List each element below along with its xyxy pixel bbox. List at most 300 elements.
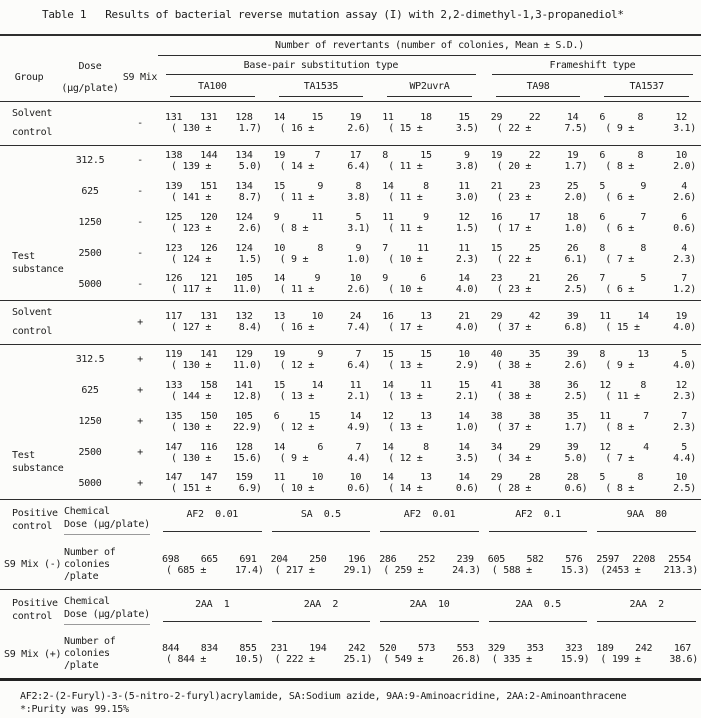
mean-value: ( 15 ± <box>388 123 423 134</box>
stat-cell <box>267 631 376 679</box>
label-line: Dose (μg/plate) <box>64 609 150 621</box>
replicate-values <box>592 380 701 391</box>
sd-value: 29.1) <box>343 564 373 576</box>
replicate-values <box>158 349 267 360</box>
stat-cell <box>592 145 701 176</box>
replicate-value: 855 <box>239 643 257 655</box>
sd-value: 5.0) <box>238 160 262 172</box>
dose-cell: 5000 <box>78 278 102 290</box>
replicate-value: 196 <box>348 553 366 565</box>
replicate-values <box>484 212 593 223</box>
replicate-value: 132 <box>235 311 253 322</box>
replicate-value: 15 <box>308 410 321 422</box>
mean-value: (2453 ± <box>600 564 641 576</box>
replicate-value: 286 <box>379 553 397 565</box>
replicate-value: 4 <box>643 441 649 453</box>
replicate-value: 7 <box>355 441 362 453</box>
sd-value: 1.0) <box>347 253 371 265</box>
footnotes <box>0 681 701 716</box>
label-line: colonies <box>64 558 110 570</box>
replicate-value: 19 <box>273 348 286 360</box>
stat-cell <box>592 238 701 269</box>
dose-unit-header: (μg/plate) <box>61 83 119 95</box>
chemical-dose-value: AF2 0.01 <box>186 508 239 520</box>
replicate-value: 9 <box>640 180 647 192</box>
sd-value: 2.1) <box>455 390 479 402</box>
mean-value: ( 34 ± <box>496 452 532 464</box>
replicate-value: 553 <box>456 643 474 655</box>
replicate-value: 10 <box>311 311 324 322</box>
replicate-values <box>484 112 593 123</box>
replicate-value: 15 <box>458 379 470 391</box>
chemical-dose-value: 2AA 2 <box>303 598 339 610</box>
mean-value: ( 37 ± <box>496 421 532 433</box>
group-cell <box>0 499 58 541</box>
replicate-value: 11 <box>349 379 362 391</box>
replicate-values <box>267 472 376 483</box>
replicate-value: 39 <box>566 441 579 453</box>
mean-sd <box>375 322 484 333</box>
table-row <box>0 375 701 406</box>
replicate-value: 665 <box>200 553 218 565</box>
stat-cell <box>592 437 701 468</box>
stat-cell <box>592 344 701 375</box>
replicate-value: 120 <box>200 211 218 223</box>
group-label-line: control <box>12 611 53 623</box>
stat-cell <box>484 437 593 468</box>
replicate-value: 9 <box>317 348 324 360</box>
stat-cell <box>267 238 376 269</box>
mean-sd <box>267 453 376 464</box>
sd-value: 213.3) <box>663 564 698 576</box>
group-label-line: control <box>12 127 53 138</box>
replicate-values <box>267 212 376 223</box>
mean-value: ( 9 ± <box>605 123 634 134</box>
replicate-value: 7 <box>314 149 321 161</box>
stat-cell <box>484 269 593 300</box>
replicate-value: 8 <box>640 242 647 254</box>
mean-sd <box>158 161 267 172</box>
replicate-value: 12 <box>599 379 611 391</box>
mean-value: ( 6 ± <box>605 222 634 234</box>
replicate-value: 123 <box>165 242 183 254</box>
mean-value: ( 588 ± <box>491 564 532 576</box>
replicate-value: 844 <box>162 643 180 655</box>
replicate-value: 15 <box>490 242 503 254</box>
replicate-value: 28 <box>566 472 579 484</box>
mean-sd <box>158 254 267 265</box>
replicate-values <box>267 181 376 192</box>
mean-value: ( 14 ± <box>279 160 314 172</box>
stat-cell <box>375 406 484 437</box>
sd-value: 11.0) <box>232 284 262 296</box>
replicate-value: 117 <box>165 311 183 322</box>
replicate-value: 9 <box>273 211 280 223</box>
mean-sd <box>158 284 267 295</box>
replicate-value: 105 <box>235 273 253 285</box>
mean-sd <box>267 284 376 295</box>
stat-cell <box>267 101 376 145</box>
replicate-value: 15 <box>382 348 394 360</box>
replicate-values <box>484 380 593 391</box>
replicate-value: 40 <box>490 348 503 360</box>
stat-cell <box>484 238 593 269</box>
stat-cell <box>158 631 267 679</box>
group-cell <box>0 145 64 300</box>
replicate-values <box>484 273 593 284</box>
mean-sd <box>375 565 484 576</box>
stat-cell <box>484 300 593 344</box>
strain-header-ta1537: TA1537 <box>592 77 701 101</box>
replicate-value: 28 <box>528 472 541 484</box>
replicate-value: 131 <box>165 112 183 123</box>
replicate-value: 15 <box>420 149 432 161</box>
replicate-value: 35 <box>566 410 579 422</box>
mean-value: ( 130 ± <box>171 123 212 134</box>
replicate-value: 9 <box>314 273 321 285</box>
mean-sd <box>592 254 701 265</box>
replicate-value: 14 <box>349 410 362 422</box>
replicate-values <box>158 243 267 254</box>
replicate-value: 7 <box>681 410 687 422</box>
sd-value: 2.6) <box>238 222 262 234</box>
mean-value: ( 130 ± <box>171 359 212 371</box>
replicate-value: 119 <box>165 348 183 360</box>
replicate-value: 10 <box>675 472 687 484</box>
mean-sd <box>158 565 267 576</box>
mean-sd <box>484 453 593 464</box>
sd-value: 15.9) <box>560 654 590 666</box>
replicate-value: 7 <box>382 242 388 254</box>
mean-value: ( 6 ± <box>605 191 634 203</box>
sd-value: 22.9) <box>232 421 262 433</box>
replicate-values <box>267 380 376 391</box>
chemical-dose-value: 2AA 1 <box>195 598 230 610</box>
replicate-value: 19 <box>490 149 503 161</box>
replicate-values <box>592 273 701 284</box>
replicate-values <box>484 442 593 453</box>
replicate-values <box>375 380 484 391</box>
mean-sd <box>158 391 267 402</box>
mean-value: ( 8 ± <box>279 222 309 234</box>
replicate-value: 6 <box>681 211 687 223</box>
sd-value: 0.6) <box>673 222 696 234</box>
stat-cell <box>375 344 484 375</box>
stat-cell <box>158 344 267 375</box>
replicate-values <box>375 554 484 565</box>
group-cell <box>0 344 64 499</box>
stat-cell <box>592 269 701 300</box>
replicate-value: 10 <box>675 149 687 161</box>
group-label-line: Positive <box>12 598 58 610</box>
replicate-values <box>592 643 701 654</box>
replicate-values <box>375 112 484 123</box>
mean-sd <box>375 223 484 234</box>
replicate-values <box>375 472 484 483</box>
section-assay <box>0 344 701 499</box>
s9-mix-column-header: S9 Mix <box>122 72 158 84</box>
mean-sd <box>484 161 593 172</box>
replicate-values <box>375 273 484 284</box>
replicate-values <box>158 150 267 161</box>
replicate-values <box>158 442 267 453</box>
replicate-value: 14 <box>458 410 470 422</box>
mean-sd <box>267 391 376 402</box>
sd-value: 0.6) <box>455 483 479 495</box>
dose-cell: 312.5 <box>75 354 105 366</box>
replicate-value: 6 <box>599 112 606 123</box>
replicate-value: 6 <box>599 211 606 223</box>
replicate-value: 2597 <box>596 553 620 565</box>
mean-sd <box>484 322 593 333</box>
stat-cell <box>158 207 267 238</box>
replicate-value: 11 <box>382 211 394 223</box>
table-row <box>0 101 701 145</box>
replicate-value: 26 <box>566 273 579 285</box>
sd-value: 2.5) <box>564 390 588 402</box>
replicate-value: 9 <box>464 149 470 161</box>
table-row <box>0 344 701 375</box>
replicate-value: 19 <box>566 149 579 161</box>
dose-cell: 1250 <box>78 217 102 228</box>
sd-value: 4.0) <box>455 322 479 333</box>
replicate-value: 25 <box>528 242 541 254</box>
replicate-values <box>375 212 484 223</box>
stat-cell <box>267 207 376 238</box>
replicate-value: 22 <box>528 149 541 161</box>
replicate-value: 17 <box>528 211 541 223</box>
replicate-value: 8 <box>423 180 429 192</box>
replicate-value: 2208 <box>632 553 656 565</box>
mean-sd <box>484 254 593 265</box>
replicate-values <box>267 643 376 654</box>
stat-cell <box>592 406 701 437</box>
sd-value: 3.1) <box>673 123 696 134</box>
replicate-value: 121 <box>200 273 218 285</box>
replicate-value: 11 <box>311 211 324 223</box>
mean-value: ( 28 ± <box>496 483 532 495</box>
label-line: Number of <box>64 636 116 648</box>
mean-value: ( 130 ± <box>171 421 212 433</box>
replicate-values <box>158 554 267 565</box>
replicate-value: 698 <box>162 553 180 565</box>
group-label-line: substance <box>12 263 64 275</box>
group-label-line: Solvent <box>12 307 53 318</box>
chemical-cell <box>267 499 376 541</box>
mean-sd <box>592 453 701 464</box>
chemical-dose-value: 2AA 0.5 <box>515 598 561 610</box>
replicate-value: 5 <box>681 441 687 453</box>
mean-sd <box>267 161 376 172</box>
replicate-value: 14 <box>382 441 394 453</box>
replicate-value: 42 <box>528 311 541 322</box>
replicate-value: 10 <box>273 242 286 254</box>
stat-cell <box>267 145 376 176</box>
header-row-strains <box>0 77 701 101</box>
replicate-value: 7 <box>640 211 647 223</box>
group-cell <box>0 541 62 589</box>
replicate-value: 252 <box>417 553 436 565</box>
mean-value: ( 11 ± <box>279 284 314 296</box>
replicate-value: 323 <box>565 643 583 655</box>
section-chem <box>0 589 701 631</box>
stat-cell <box>592 541 701 589</box>
replicate-value: 8 <box>382 149 388 161</box>
mean-sd <box>267 123 376 134</box>
sd-value: 6.4) <box>347 359 371 371</box>
replicate-value: 29 <box>490 311 503 322</box>
s9-mix-cell: + <box>137 416 143 427</box>
mean-value: ( 11 ± <box>388 160 423 172</box>
mean-value: ( 23 ± <box>496 191 532 203</box>
sd-value: 4.9) <box>347 421 371 433</box>
stat-cell <box>484 101 593 145</box>
mean-value: ( 9 ± <box>605 359 634 371</box>
replicate-value: 15 <box>311 112 324 123</box>
replicate-value: 10 <box>458 348 470 360</box>
replicate-values <box>158 380 267 391</box>
sd-value: 2.5) <box>564 284 588 296</box>
sd-value: 2.3) <box>673 253 696 265</box>
mean-sd <box>375 483 484 494</box>
dose-cell: 2500 <box>78 447 102 458</box>
replicate-value: 14 <box>311 379 324 391</box>
table-row <box>0 406 701 437</box>
group-label-line: Test <box>12 250 35 262</box>
group-cell <box>0 631 62 679</box>
mean-sd <box>484 284 593 295</box>
mean-sd <box>158 453 267 464</box>
stat-cell <box>158 101 267 145</box>
mean-value: ( 20 ± <box>496 160 532 172</box>
mean-sd <box>158 654 267 665</box>
replicate-value: 691 <box>239 553 257 565</box>
sd-value: 2.3) <box>673 390 696 402</box>
stat-cell <box>158 375 267 406</box>
mean-value: ( 6 ± <box>605 284 634 296</box>
mean-sd <box>375 161 484 172</box>
dose-cell: 1250 <box>78 416 102 427</box>
s9-mix-cell: - <box>137 117 143 129</box>
sd-value: 2.3) <box>673 421 696 433</box>
replicate-value: 14 <box>566 112 579 123</box>
mean-sd <box>484 391 593 402</box>
replicate-value: 128 <box>235 441 253 453</box>
replicate-value: 10 <box>349 273 362 285</box>
replicate-values <box>267 150 376 161</box>
mean-sd <box>375 192 484 203</box>
replicate-values <box>267 442 376 453</box>
sd-value: 2.6) <box>347 123 371 134</box>
replicate-value: 19 <box>273 149 286 161</box>
replicate-value: 14 <box>273 112 286 123</box>
replicate-value: 11 <box>599 311 611 322</box>
mean-value: ( 22 ± <box>496 253 532 265</box>
replicate-value: 11 <box>382 112 394 123</box>
chemical-dose-value: 2AA 10 <box>409 598 450 610</box>
replicate-value: 12 <box>675 112 687 123</box>
replicate-value: 13 <box>420 472 432 484</box>
stat-cell <box>267 375 376 406</box>
group-cell <box>0 101 58 145</box>
table-row <box>0 207 701 238</box>
replicate-value: 2554 <box>668 553 691 565</box>
replicate-values <box>375 181 484 192</box>
mean-value: ( 117 ± <box>171 284 212 296</box>
mean-value: ( 11 ± <box>605 390 640 402</box>
mean-sd <box>267 254 376 265</box>
replicate-values <box>484 554 593 565</box>
replicate-value: 126 <box>200 242 218 254</box>
mean-sd <box>158 223 267 234</box>
mean-value: ( 549 ± <box>383 654 424 666</box>
group-column-header: Group <box>14 72 44 84</box>
s9-mix-cell: - <box>137 155 143 167</box>
table-row <box>0 437 701 468</box>
mean-sd <box>592 322 701 333</box>
label-line: /plate <box>64 660 99 672</box>
chemical-dose-value: SA 0.5 <box>300 508 341 520</box>
stat-cell <box>375 468 484 499</box>
sd-value: 7.5) <box>564 123 588 134</box>
replicate-value: 14 <box>458 273 470 285</box>
replicate-value: 4 <box>681 180 687 192</box>
mean-value: ( 9 ± <box>279 253 309 265</box>
stat-cell <box>158 468 267 499</box>
stat-cell <box>158 269 267 300</box>
section-assay <box>0 300 701 344</box>
table-row <box>0 238 701 269</box>
mean-sd <box>592 161 701 172</box>
replicate-value: 12 <box>599 441 611 453</box>
mean-sd <box>158 360 267 371</box>
dose-cell: 5000 <box>78 477 102 489</box>
replicate-value: 126 <box>165 273 183 285</box>
mean-sd <box>592 654 701 665</box>
underline-rule <box>272 531 371 532</box>
replicate-value: 6 <box>599 149 606 161</box>
replicate-values <box>158 311 267 322</box>
dose-cell: 2500 <box>78 248 102 259</box>
mean-sd <box>484 123 593 134</box>
replicate-value: 158 <box>200 379 218 391</box>
chemical-dose-value: AF2 0.1 <box>515 508 561 520</box>
stat-cell <box>158 437 267 468</box>
mean-value: ( 844 ± <box>166 654 207 666</box>
replicate-values <box>375 411 484 422</box>
frameshift-type-header: Frameshift type <box>484 55 701 77</box>
stat-cell <box>484 344 593 375</box>
mean-value: ( 17 ± <box>388 322 423 333</box>
underline-rule <box>380 531 479 532</box>
mean-sd <box>592 123 701 134</box>
replicate-value: 17 <box>349 149 362 161</box>
mean-sd <box>375 123 484 134</box>
underline-rule <box>272 621 371 622</box>
mean-value: ( 217 ± <box>274 564 315 576</box>
replicate-values <box>484 181 593 192</box>
replicate-value: 573 <box>417 643 436 655</box>
mean-sd <box>592 565 701 576</box>
stat-cell <box>158 238 267 269</box>
replicate-value: 105 <box>235 410 253 422</box>
sd-value: 8.7) <box>238 191 262 203</box>
group-label-line: substance <box>12 462 64 474</box>
replicate-value: 26 <box>566 242 579 254</box>
chemical-cell <box>267 589 376 631</box>
group-label-line: control <box>12 326 53 337</box>
chemical-dose-value: 2AA 2 <box>629 598 664 610</box>
